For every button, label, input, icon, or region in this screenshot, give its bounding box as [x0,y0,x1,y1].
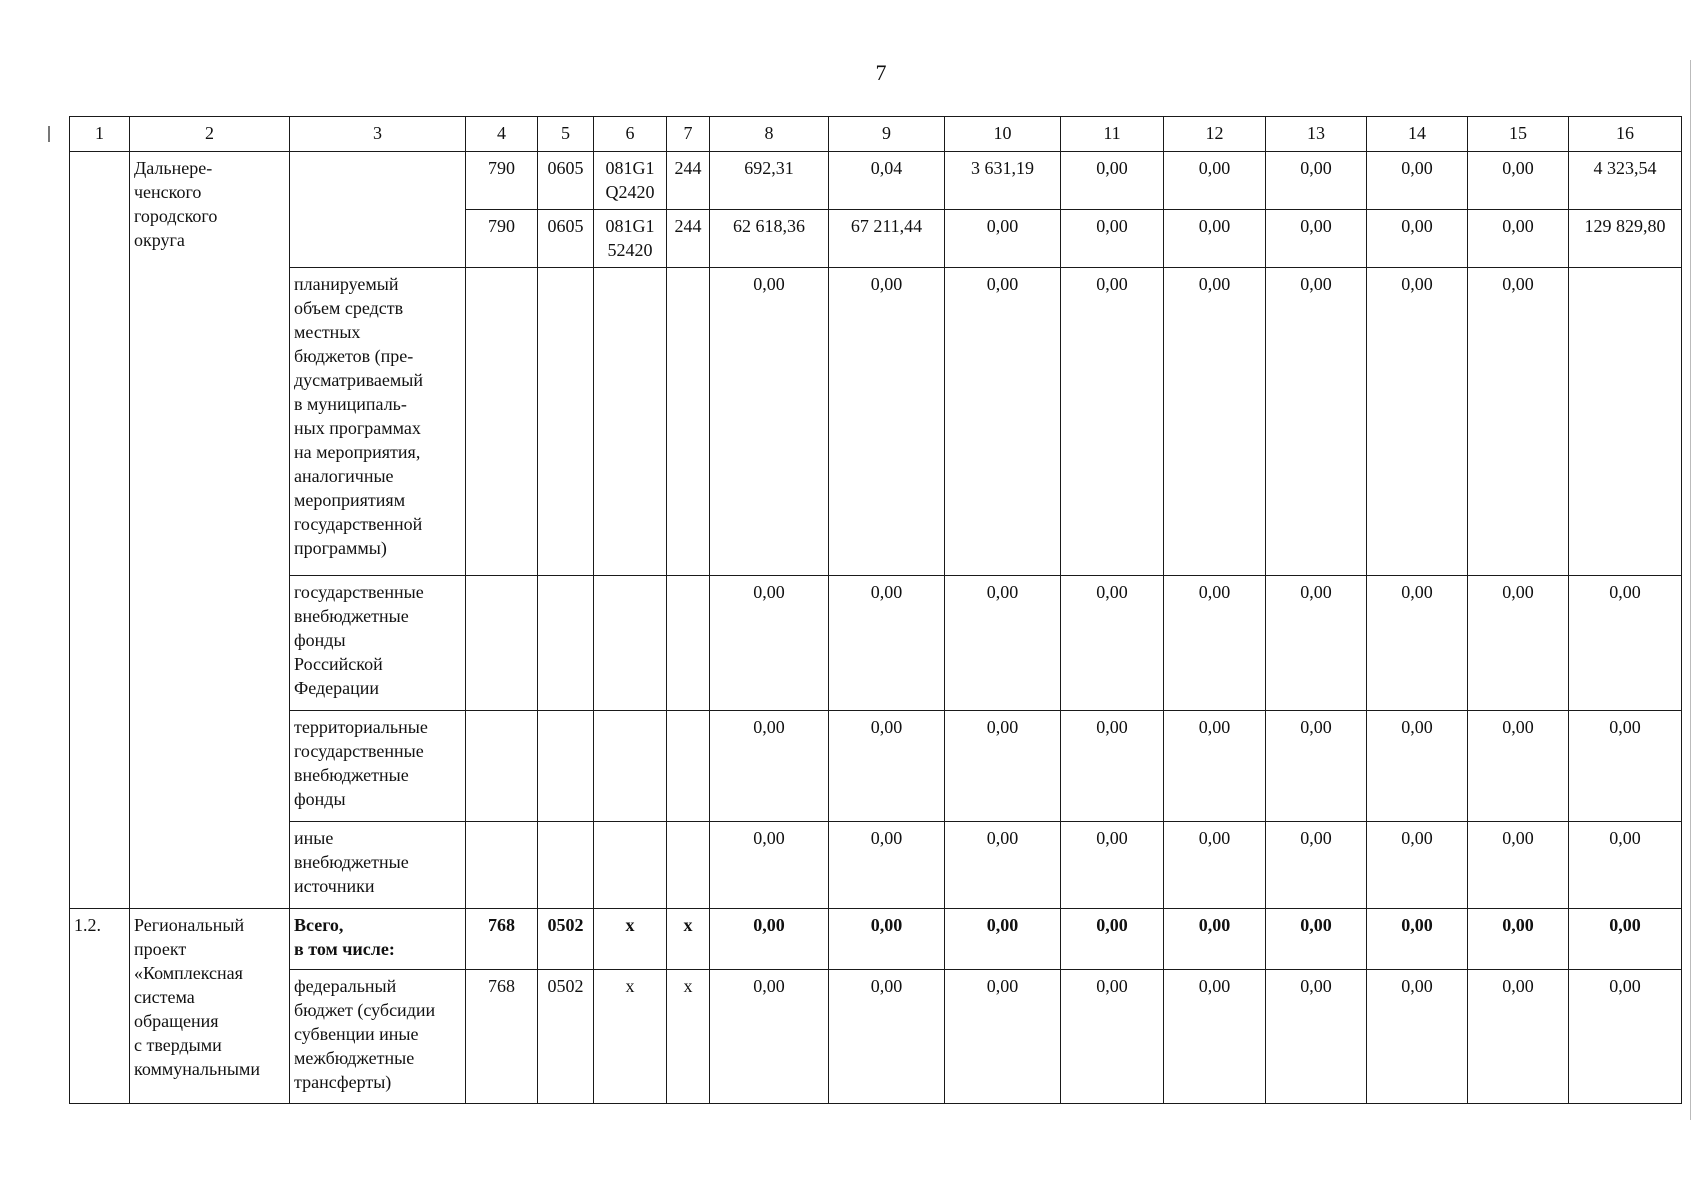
funding-source-cell [290,152,466,268]
total-cell: 0,00 [1569,576,1682,711]
value-cell: 0,00 [1164,822,1266,909]
header-cell: 6 [594,117,667,152]
value-cell: 0,00 [1164,576,1266,711]
value-cell: 0,00 [1266,909,1367,970]
code-vr [667,576,710,711]
value-cell: 0,00 [1266,576,1367,711]
value-cell: 0,00 [945,711,1061,822]
header-cell: 8 [710,117,829,152]
value-cell: 0,00 [1367,970,1468,1104]
header-cell: 2 [130,117,290,152]
value-cell: 0,00 [710,711,829,822]
value-cell: 0,00 [1468,576,1569,711]
total-cell: 0,00 [1569,711,1682,822]
row-number-cell [70,152,130,909]
value-cell: 0,00 [1266,268,1367,576]
code-csr: 081G1 52420 [594,210,667,268]
value-cell: 0,00 [1061,970,1164,1104]
code-csr [594,576,667,711]
value-cell: 0,00 [1468,711,1569,822]
value-cell: 0,00 [1367,822,1468,909]
header-cell: 9 [829,117,945,152]
header-cell: 13 [1266,117,1367,152]
header-cell: 12 [1164,117,1266,152]
value-cell: 0,00 [1164,711,1266,822]
code-rzpr [538,268,594,576]
value-cell: 3 631,19 [945,152,1061,210]
scan-edge-mark [48,126,50,142]
value-cell: 0,00 [1266,970,1367,1104]
value-cell: 0,00 [1266,711,1367,822]
funding-source-cell: федеральный бюджет (субсидии субвенции иные межбюджетные трансферты) [290,970,466,1104]
value-cell: 0,00 [1164,970,1266,1104]
table-row [70,268,1682,576]
value-cell: 0,00 [1468,268,1569,576]
value-cell: 0,00 [1266,152,1367,210]
table-row [70,909,1682,970]
value-cell: 0,00 [1468,970,1569,1104]
value-cell: 0,00 [1468,822,1569,909]
value-cell: 0,00 [1164,210,1266,268]
code-vr [667,822,710,909]
value-cell: 0,00 [1164,909,1266,970]
table-row [70,822,1682,909]
value-cell: 0,00 [829,576,945,711]
value-cell: 0,00 [829,970,945,1104]
header-cell: 15 [1468,117,1569,152]
header-row [70,117,1682,152]
value-cell: 0,00 [710,970,829,1104]
value-cell: 0,04 [829,152,945,210]
value-cell: 692,31 [710,152,829,210]
recipient-name-cell: Дальнере- ченского городского округа [130,152,290,909]
funding-source-cell: Всего, в том числе: [290,909,466,970]
value-cell: 0,00 [1367,268,1468,576]
scan-edge-mark [1690,60,1691,1120]
table-row [70,711,1682,822]
code-rzpr: 0605 [538,152,594,210]
code-csr: 081G1 Q2420 [594,152,667,210]
header-cell: 11 [1061,117,1164,152]
table-row [70,152,1682,210]
value-cell: 67 211,44 [829,210,945,268]
header-cell: 1 [70,117,130,152]
code-vr: 244 [667,152,710,210]
code-grbs: 768 [466,909,538,970]
funding-source-cell: государственные внебюджетные фонды Российской Федерации [290,576,466,711]
code-grbs: 790 [466,152,538,210]
code-grbs [466,822,538,909]
funding-source-cell: иные внебюджетные источники [290,822,466,909]
value-cell: 0,00 [710,909,829,970]
total-cell: 0,00 [1569,909,1682,970]
code-rzpr: 0605 [538,210,594,268]
value-cell: 0,00 [1164,152,1266,210]
code-csr: х [594,909,667,970]
funding-source-cell: территориальные государственные внебюджетные фонды [290,711,466,822]
code-vr [667,711,710,822]
code-grbs [466,268,538,576]
table-row [70,970,1682,1104]
value-cell: 0,00 [945,909,1061,970]
value-cell: 0,00 [1061,576,1164,711]
value-cell: 0,00 [1061,268,1164,576]
value-cell: 0,00 [945,822,1061,909]
value-cell: 0,00 [945,970,1061,1104]
header-cell: 10 [945,117,1061,152]
value-cell: 0,00 [1266,822,1367,909]
total-cell: 0,00 [1569,822,1682,909]
code-vr [667,268,710,576]
value-cell: 0,00 [1367,576,1468,711]
code-grbs [466,576,538,711]
code-rzpr: 0502 [538,909,594,970]
header-cell: 3 [290,117,466,152]
value-cell: 0,00 [1061,711,1164,822]
value-cell: 62 618,36 [710,210,829,268]
value-cell: 0,00 [1468,909,1569,970]
budget-table [69,116,1682,1104]
value-cell: 0,00 [1367,210,1468,268]
code-vr: х [667,909,710,970]
value-cell: 0,00 [710,822,829,909]
value-cell: 0,00 [1367,909,1468,970]
total-cell [1569,268,1682,576]
code-grbs [466,711,538,822]
value-cell: 0,00 [945,268,1061,576]
value-cell: 0,00 [945,210,1061,268]
code-csr [594,822,667,909]
value-cell: 0,00 [710,576,829,711]
value-cell: 0,00 [1468,210,1569,268]
value-cell: 0,00 [1367,711,1468,822]
code-rzpr [538,822,594,909]
value-cell: 0,00 [1266,210,1367,268]
code-rzpr [538,576,594,711]
value-cell: 0,00 [1061,822,1164,909]
header-cell: 5 [538,117,594,152]
funding-source-cell: планируемый объем средств местных бюджетов (пре- дусматриваемый в муниципаль- ных программах на мероприятия, аналогичные мероприятиям государственной программы) [290,268,466,576]
total-cell: 4 323,54 [1569,152,1682,210]
code-csr [594,711,667,822]
code-csr [594,268,667,576]
header-cell: 16 [1569,117,1682,152]
total-cell: 0,00 [1569,970,1682,1104]
code-vr: 244 [667,210,710,268]
code-csr: х [594,970,667,1104]
value-cell: 0,00 [829,711,945,822]
value-cell: 0,00 [829,909,945,970]
project-name-cell: Региональный проект «Комплексная система обращения с твердыми коммунальными [130,909,290,1104]
header-cell: 4 [466,117,538,152]
code-grbs: 790 [466,210,538,268]
value-cell: 0,00 [1367,152,1468,210]
header-cell: 7 [667,117,710,152]
value-cell: 0,00 [829,822,945,909]
code-rzpr: 0502 [538,970,594,1104]
total-cell: 129 829,80 [1569,210,1682,268]
code-vr: х [667,970,710,1104]
page-number: 7 [875,60,887,85]
row-number-cell: 1.2. [70,909,130,1104]
value-cell: 0,00 [710,268,829,576]
code-grbs: 768 [466,970,538,1104]
table-row [70,576,1682,711]
code-rzpr [538,711,594,822]
value-cell: 0,00 [829,268,945,576]
value-cell: 0,00 [945,576,1061,711]
value-cell: 0,00 [1061,152,1164,210]
value-cell: 0,00 [1061,909,1164,970]
header-cell: 14 [1367,117,1468,152]
value-cell: 0,00 [1164,268,1266,576]
value-cell: 0,00 [1061,210,1164,268]
value-cell: 0,00 [1468,152,1569,210]
